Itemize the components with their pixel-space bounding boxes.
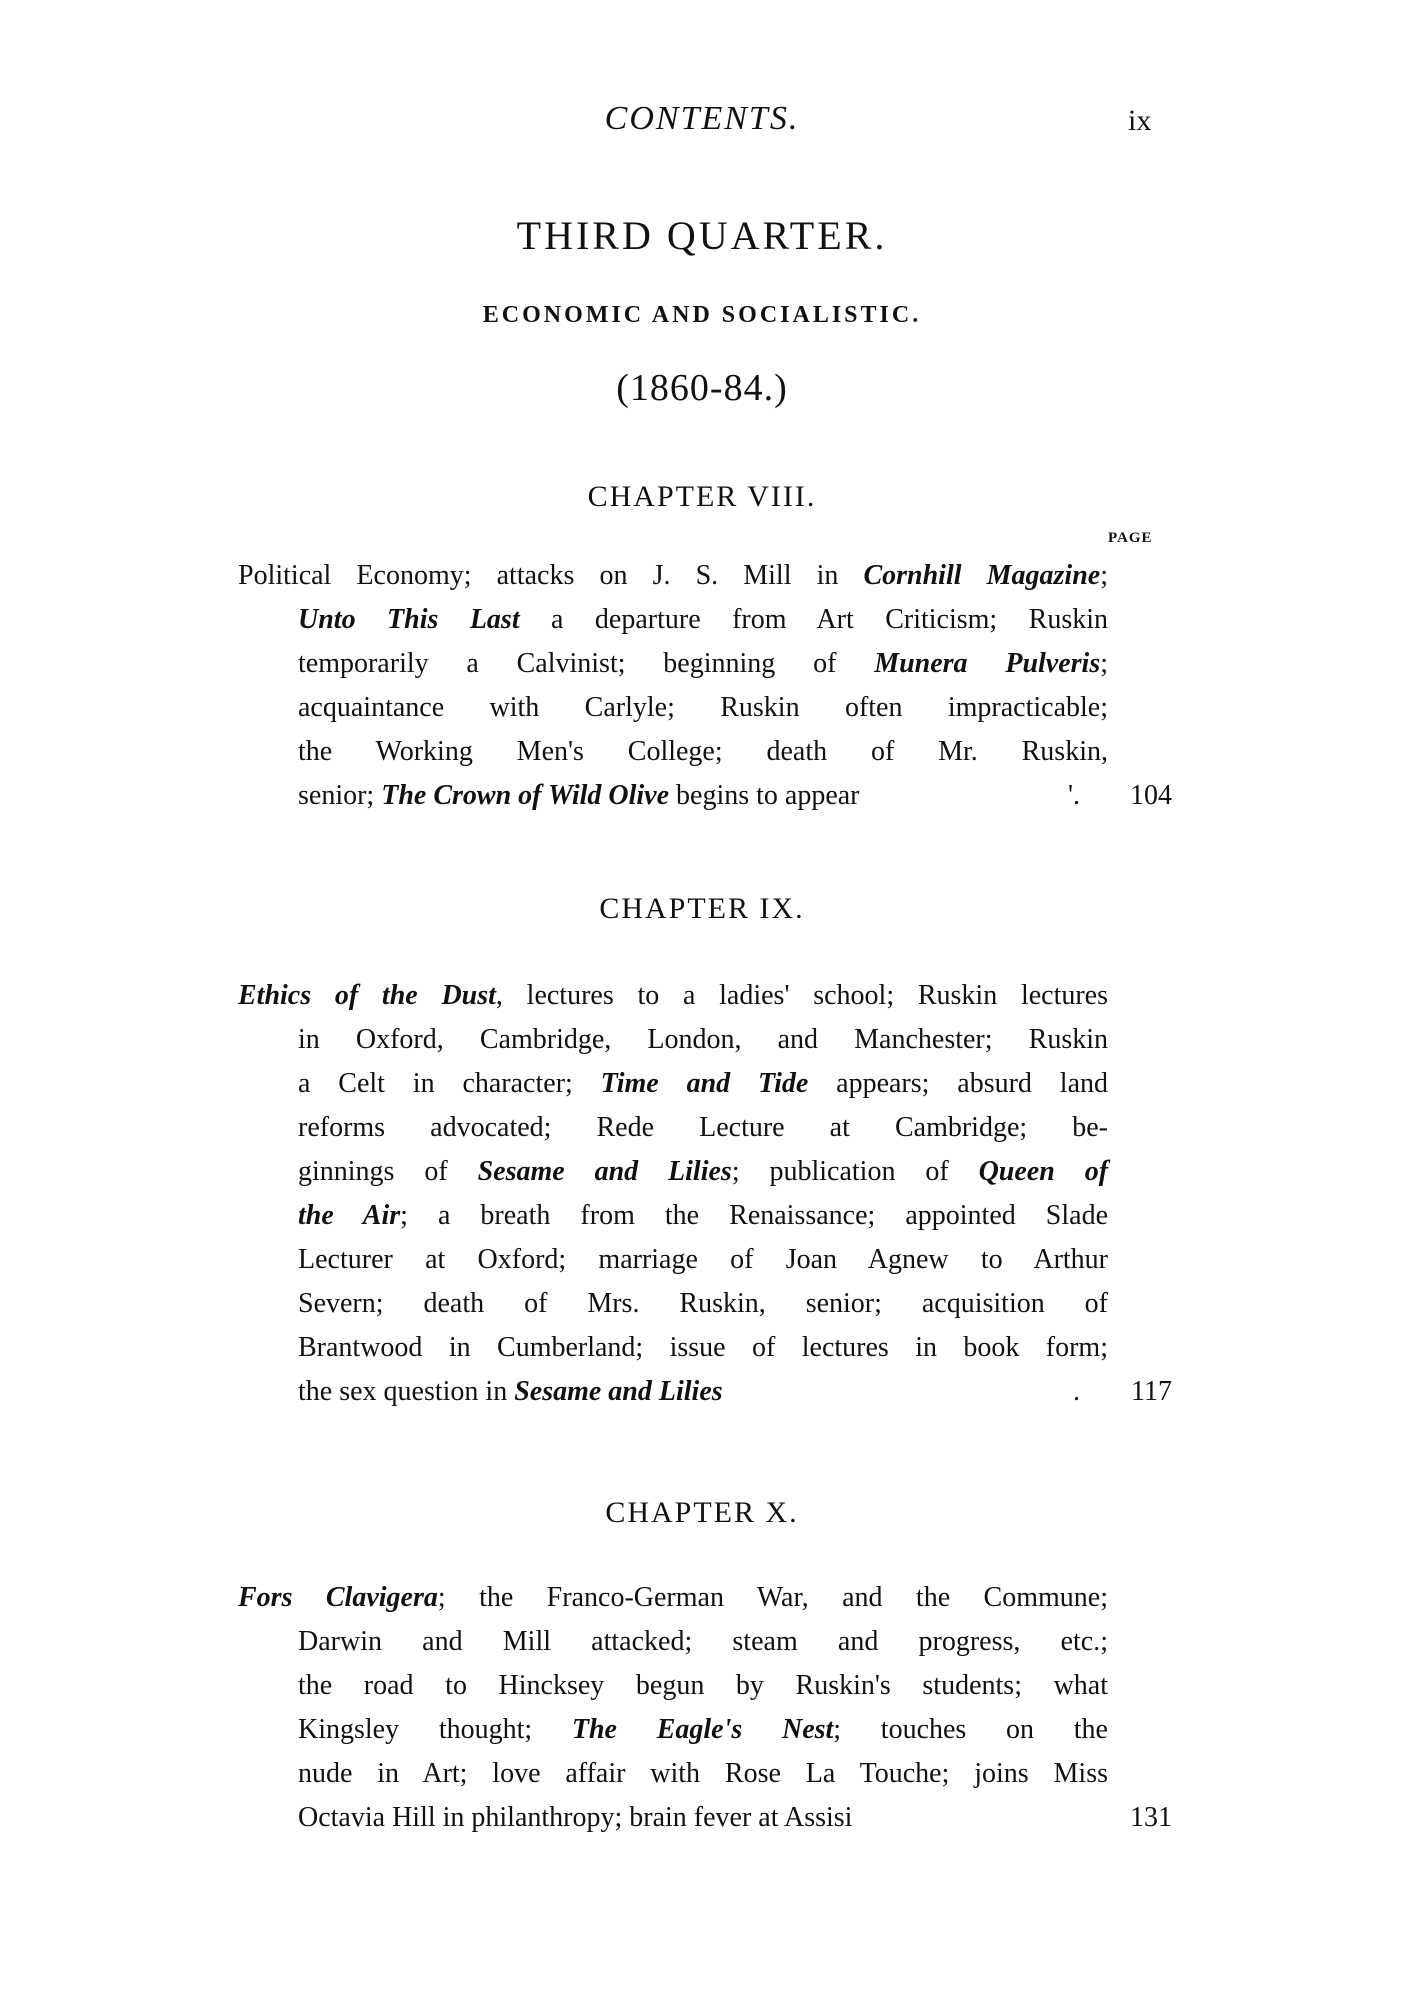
chapter-entry bbox=[238, 554, 1172, 818]
chapter-heading: CHAPTER X. bbox=[605, 1496, 799, 1529]
chapter-page-number: 104 bbox=[1130, 780, 1172, 811]
entry-text: the road to Hincksey begun by Ruskin's students; what bbox=[298, 1670, 1108, 1701]
part-dates: (1860-84.) bbox=[616, 367, 788, 409]
chapter-page-number: 131 bbox=[1130, 1802, 1172, 1833]
entry-line bbox=[238, 730, 1172, 774]
entry-line bbox=[238, 1752, 1172, 1796]
entry-line bbox=[238, 1370, 1172, 1414]
chapter-entry bbox=[238, 974, 1172, 1414]
entry-line bbox=[238, 1796, 1172, 1840]
entry-text: in Oxford, Cambridge, London, and Manchester; Ruskin bbox=[298, 1024, 1108, 1055]
italic-title: Sesame and Lilies bbox=[514, 1376, 723, 1407]
entry-text: ginnings of Sesame and Lilies; publication of Queen of bbox=[298, 1156, 1109, 1187]
entry-line bbox=[238, 1150, 1172, 1194]
entry-line bbox=[238, 598, 1172, 642]
entry-text: Severn; death of Mrs. Ruskin, senior; acquisition of bbox=[298, 1288, 1108, 1319]
entry-line bbox=[238, 686, 1172, 730]
page-column-label: PAGE bbox=[1108, 530, 1153, 546]
entry-text: nude in Art; love affair with Rose La Touche; joins Miss bbox=[298, 1758, 1108, 1789]
entry-line bbox=[238, 1062, 1172, 1106]
entry-text: the sex question in Sesame and Lilies bbox=[298, 1376, 723, 1407]
page-number: ix bbox=[1128, 104, 1152, 137]
italic-title: The Crown of Wild Olive bbox=[381, 780, 670, 811]
entry-text: Darwin and Mill attacked; steam and progress, etc.; bbox=[298, 1626, 1108, 1657]
chapter-entry bbox=[238, 1576, 1172, 1840]
entry-text: Political Economy; attacks on J. S. Mill in Cornhill Magazine; bbox=[238, 560, 1108, 591]
italic-title: Time and Tide bbox=[600, 1068, 809, 1099]
italic-title: Cornhill Magazine bbox=[863, 560, 1101, 591]
entry-line bbox=[238, 1326, 1172, 1370]
italic-title: Unto This Last bbox=[298, 604, 520, 635]
entry-line bbox=[238, 1282, 1172, 1326]
entry-text: acquaintance with Carlyle; Ruskin often impracticable; bbox=[298, 692, 1108, 723]
chapter-heading: CHAPTER IX. bbox=[599, 892, 805, 925]
entry-text: a Celt in character; Time and Tide appears; absurd land bbox=[298, 1068, 1108, 1099]
entry-text: Unto This Last a departure from Art Criticism; Ruskin bbox=[298, 604, 1109, 635]
entry-text: Lecturer at Oxford; marriage of Joan Agnew to Arthur bbox=[298, 1244, 1108, 1275]
entry-text: Octavia Hill in philanthropy; brain fever at Assisi bbox=[298, 1802, 853, 1833]
entry-line bbox=[238, 1018, 1172, 1062]
entry-line bbox=[238, 1238, 1172, 1282]
entry-line bbox=[238, 974, 1172, 1018]
entry-line bbox=[238, 1106, 1172, 1150]
entry-line bbox=[238, 1620, 1172, 1664]
chapter-heading: CHAPTER VIII. bbox=[587, 480, 817, 513]
entry-line bbox=[238, 1194, 1172, 1238]
italic-title: Fors Clavigera bbox=[238, 1582, 438, 1613]
entry-text: reforms advocated; Rede Lecture at Cambridge; be- bbox=[298, 1112, 1108, 1143]
running-title: CONTENTS. bbox=[604, 100, 800, 137]
chapter-page-number: 117 bbox=[1131, 1376, 1172, 1407]
entry-text: Kingsley thought; The Eagle's Nest; touches on the bbox=[298, 1714, 1108, 1745]
entry-line bbox=[238, 1708, 1172, 1752]
entry-text: the Air; a breath from the Renaissance; appointed Slade bbox=[298, 1200, 1109, 1231]
italic-title: Munera Pulveris bbox=[874, 648, 1101, 679]
entry-text: Brantwood in Cumberland; issue of lectures in book form; bbox=[298, 1332, 1108, 1363]
entry-line bbox=[238, 642, 1172, 686]
entry-text: Ethics of the Dust, lectures to a ladies' school; Ruskin lectures bbox=[238, 980, 1109, 1011]
italic-title: The Eagle's Nest bbox=[571, 1714, 834, 1745]
italic-title: the Air bbox=[298, 1200, 401, 1231]
italic-title: Sesame and Lilies bbox=[477, 1156, 732, 1187]
part-subtitle: ECONOMIC AND SOCIALISTIC. bbox=[482, 302, 922, 328]
part-title: THIRD QUARTER. bbox=[516, 213, 888, 258]
entry-text: temporarily a Calvinist; beginning of Munera Pulveris; bbox=[298, 648, 1109, 679]
entry-text: senior; The Crown of Wild Olive begins to appear bbox=[298, 780, 860, 811]
italic-title: Queen of bbox=[978, 1156, 1109, 1187]
dot-leader: . bbox=[1073, 1376, 1080, 1407]
italic-title: Ethics of the Dust bbox=[238, 980, 496, 1011]
entry-line bbox=[238, 1664, 1172, 1708]
dot-leader: '. bbox=[1067, 780, 1080, 811]
entry-line bbox=[238, 1576, 1172, 1620]
entry-text: the Working Men's College; death of Mr. Ruskin, bbox=[298, 736, 1108, 767]
entry-line bbox=[238, 774, 1172, 818]
entry-text: Fors Clavigera; the Franco-German War, and the Commune; bbox=[238, 1582, 1108, 1613]
entry-line bbox=[238, 554, 1172, 598]
